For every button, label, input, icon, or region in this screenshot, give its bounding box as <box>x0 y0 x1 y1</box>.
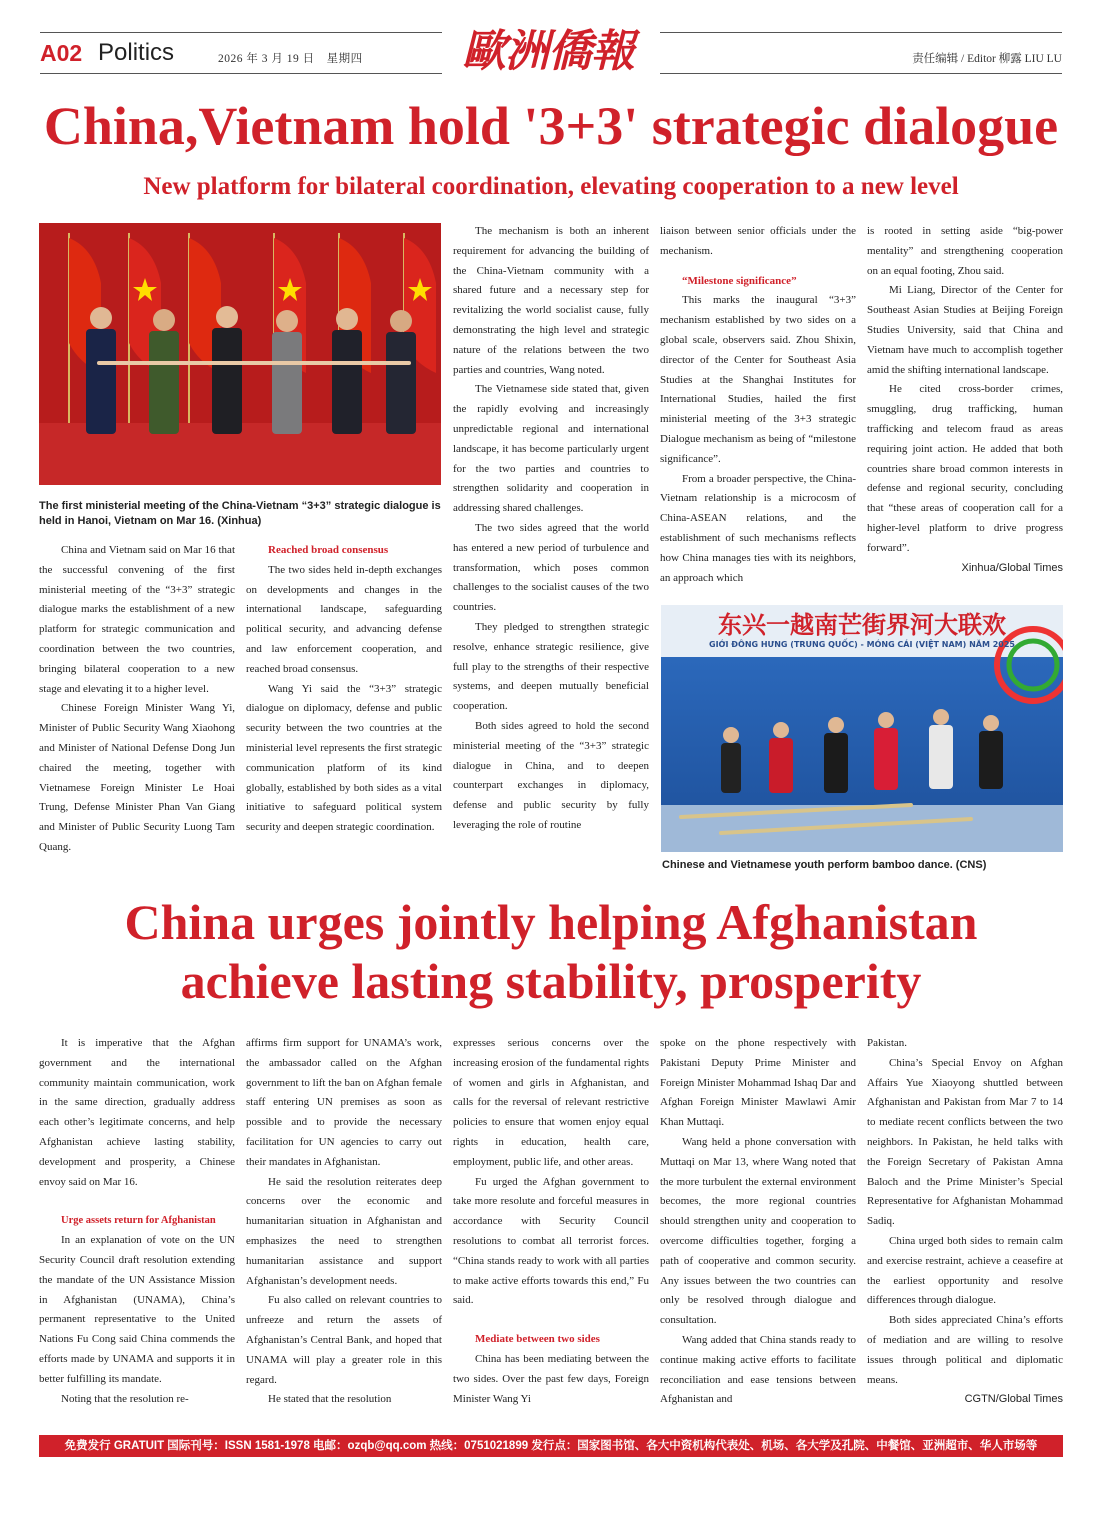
article2-col1-para-2: In an explanation of vote on the UN Security Council draft resolution extending the mandate of the UN Assistance Mission in Afghanistan (UNAMA), China’s permanent representative to the United Nations Fu Cong said China commends the efforts made by UNAMA and supports it in better fulfilling its mandate. <box>39 1234 235 1385</box>
article1-column-3 <box>453 222 649 836</box>
article1-col2-para-1: The two sides held in-depth exchanges on developments and changes in the international landscape, safeguarding political security, and advancing defense and law enforcement cooperation, and reached broad consensus. <box>246 563 442 675</box>
article2-headline <box>0 893 1102 1011</box>
article2-col1-para-1: It is imperative that the Afghan government and the international community maintain communication, work in the same direction, gradually address each other’s legitimate concerns, and help Afghanistan achieve lasting stability, development and prosperity, a Chinese envoy said on Mar 16. <box>39 1037 235 1188</box>
article2-col1-para-3: Noting that the resolution re- <box>61 1392 189 1405</box>
article2-headline-line-2: achieve lasting stability, prosperity <box>180 953 922 1009</box>
article2-col5-para-1: China’s Special Envoy on Afghan Affairs Yue Xiaoyong shuttled between Afghanistan and Pakistan from Mar 7 to 14 to mediate recent conflicts between the two neighbors. In Pakistan, he held talks with the Foreign Secretary of Pakistan Amna Baloch and the Prime Minister’s Special Representative for Afghanistan Mohammad Sadiq. <box>867 1056 1063 1228</box>
article2-col4-para-2: Wang added that China stands ready to continue making active efforts to facilitate reconciliation and ease tensions between Afghanistan and <box>660 1333 856 1406</box>
article1-col3-para-1: The mechanism is both an inherent requirement for advancing the building of the China-Vietnam community with a shared future and a necessary step for revitalizing the world socialist cause, fully demonstrating the high level and strategic nature of the relations between the two parties and countries, Wang noted. <box>453 225 649 376</box>
article2-column-4 <box>660 1034 856 1410</box>
article1-subhead-milestone: “Milestone significance” <box>682 274 797 287</box>
article1-col2-para-2: Wang Yi said the “3+3” strategic dialogue on diplomacy, defense and public security between the two countries at the ministerial level represents the first strategic communication platform of its kind globally, established by both sides as a vital initiative to safeguard political system security and deepen strategic coordination. <box>246 682 442 834</box>
article1-col3-para-5: Both sides agreed to hold the second ministerial meeting of the “3+3” strategic dialogue in China, and to deepen counterpart exchanges in diplomacy, defense and public security by fully leveraging the role of routine <box>453 719 649 831</box>
article1-col3-para-3: The two sides agreed that the world has entered a new period of turbulence and transformation, which poses common challenges to the socialist causes of the two countries. <box>453 521 649 614</box>
photo2-banner-subtitle: GIỚI ĐÔNG HƯNG (TRUNG QUỐC) - MÓNG CÁI (VIỆT NAM) NĂM 2025 <box>709 640 1015 649</box>
article2-col3-continuation: expresses serious concerns over the increasing erosion of the fundamental rights of women and girls in Afghanistan, and calls for the reversal of relevant restrictive policies to ensure that women enjoy equal rights in education, health care, employment, public life, and other areas. <box>453 1037 649 1168</box>
article1-col4-continuation: liaison between senior officials under the mechanism. <box>660 225 856 257</box>
article2-col2-para-1: He said the resolution reiterates deep concerns over the economic and humanitarian situation in Afghanistan and emphasizes the need to strengthen humanitarian assistance and support Afghanistan’s development needs. <box>246 1175 442 1287</box>
article2-col3-para-1: Fu urged the Afghan government to take more resolute and forceful measures in accordance with Security Council resolutions to combat all terrorist forces. “China stands ready to work with all parties to make active efforts towards this end,” Fu said. <box>453 1175 649 1307</box>
article1-column-4 <box>660 222 856 588</box>
article2-col5-continuation: Pakistan. <box>867 1037 908 1049</box>
footer-banner: 免费发行 GRATUIT 国际刊号：ISSN 1581-1978 电邮：ozqb@qq.com 热线：0751021899 发行点：国家图书馆、各大中资机构代表处、机场、各大学及孔院、中餐馆、亚洲超市、华人市场等 <box>39 1435 1063 1457</box>
article1-column-2 <box>246 541 442 838</box>
header-rule-bottom-left <box>40 73 442 74</box>
header-rule-top-right <box>660 32 1062 33</box>
article1-col4-para-1: This marks the inaugural “3+3” mechanism established by two sides on a global scale, observers said. Zhou Shixin, director of the Center for Southeast Asia Studies at the Shanghai Institutes for International Studies, hailed the first ministerial meeting of the 3+3 strategic Dialogue mechanism as being of “milestone significance”. <box>660 294 856 465</box>
article1-col5-continuation: is rooted in setting aside “big-power mentality” and strengthening cooperation on an equal footing, Zhou said. <box>867 225 1063 277</box>
header-rule-top-left <box>40 32 442 33</box>
article1-col3-para-2: The Vietnamese side stated that, given the rapidly evolving and increasingly unpredictable regional and international landscape, it has become particularly urgent for the two parties and countries to strengthen solidarity and cooperation in addressing shared challenges. <box>453 383 649 515</box>
article1-col3-para-4: They pledged to strengthen strategic resolve, enhance strategic resilience, give full play to the strengths of their respective systems, and deepen mutually beneficial cooperation. <box>453 620 649 713</box>
article2-col5-para-3: Both sides appreciated China’s efforts of mediation and are willing to resolve issues through political and diplomatic means. <box>867 1314 1063 1386</box>
article1-photo-caption: The first ministerial meeting of the China-Vietnam “3+3” strategic dialogue is held in Hanoi, Vietnam on Mar 16. (Xinhua) <box>39 500 441 527</box>
issue-date: 2026 年 3 月 19 日 星期四 <box>218 53 363 65</box>
article2-col4-continuation: spoke on the phone respectively with Pakistani Deputy Prime Minister and Foreign Minister Mohammad Ishaq Dar and Afghan Foreign Minister Mawlawi Amir Khan Muttaqi. <box>660 1037 856 1129</box>
article2-column-3 <box>453 1034 649 1409</box>
article2-col2-continuation: affirms firm support for UNAMA’s work, the ambassador called on the Afghan government to lift the ban on Afghan female staff entering UN premises as soon as possible and to provide the necessary facilitation for UN agencies to carry out their mandates in Afghanistan. <box>246 1037 442 1168</box>
photo2-banner-title: 东兴一越南芒街界河大联欢 <box>718 611 1006 639</box>
article2-subhead-mediate: Mediate between two sides <box>475 1333 600 1346</box>
article1-col4-para-2: From a broader perspective, the China-Vietnam relationship is a microcosm of China-ASEAN relations, and the establishment of such mechanisms reflects how China manages ties with its neighbors, an approach which <box>660 472 856 584</box>
article2-subhead-assets: Urge assets return for Afghanistan <box>61 1215 216 1227</box>
article2-credit: CGTN/Global Times <box>964 1393 1063 1406</box>
article2-col3-para-2: China has been mediating between the two sides. Over the past few days, Foreign Minister Wang Yi <box>453 1352 649 1405</box>
article2-col4-para-1: Wang held a phone conversation with Muttaqi on Mar 13, where Wang noted that the more turbulent the external environment becomes, the more regional countries should strengthen unity and cooperation to overcome difficulties together, forging a path of cooperative and common security. Any issues between the two countries can only be resolved through dialogue and consultation. <box>660 1135 856 1327</box>
article1-photo-ministers <box>39 223 441 485</box>
masthead-title: 歐洲僑報 <box>462 26 634 77</box>
article1-subheadline: New platform for bilateral coordination, elevating cooperation to a new level <box>143 173 959 200</box>
article1-col5-para-1: Mi Liang, Director of the Center for Southeast Asian Studies at Beijing Foreign Studies University, said that China and Vietnam have much to accomplish together amid the shifting international landscape. <box>867 284 1063 376</box>
article2-column-2 <box>246 1034 442 1410</box>
article1-column-1 <box>39 541 235 858</box>
article1-credit: Xinhua/Global Times <box>961 561 1063 574</box>
editor-credit: 责任编辑 / Editor 柳露 LIU LU <box>912 53 1062 65</box>
article1-photo2-caption: Chinese and Vietnamese youth perform bamboo dance. (CNS) <box>662 859 987 871</box>
article2-column-1 <box>39 1034 235 1409</box>
article1-photo-bamboo-dance <box>661 605 1063 852</box>
article2-col5-para-2: China urged both sides to remain calm and exercise restraint, achieve a ceasefire at the earliest opportunity and resolve differences through dialogue. <box>867 1234 1063 1307</box>
section-code: A02 <box>40 40 83 66</box>
article1-col5-para-2: He cited cross-border crimes, smuggling, drug trafficking, human trafficking and telecom fraud as areas requiring joint action. He added that both countries share broad common interests in defense and regional security, concluding that “these areas of cooperation call for a higher-level platform to drive progress forward”. <box>867 383 1063 554</box>
article2-column-5 <box>867 1034 1063 1410</box>
article1-subhead-consensus: Reached broad consensus <box>268 544 389 556</box>
article2-headline-line-1: China urges jointly helping Afghanistan <box>124 894 978 950</box>
article1-column-5 <box>867 222 1063 578</box>
article2-col2-para-3: He stated that the resolution <box>268 1393 392 1406</box>
article2-col2-para-2: Fu also called on relevant countries to unfreeze and return the assets of Afghanistan’s Central Bank, and hoped that UNAMA will play a greater role in this regard. <box>246 1294 442 1386</box>
section-name: Politics <box>98 39 175 66</box>
article1-col1-para-1: China and Vietnam said on Mar 16 that the successful convening of the first ministerial meeting of the “3+3” strategic dialogue marks the establishment of a new platform for strategic communication and coordination between the two countries, bringing bilateral cooperation to a new stage and elevating it to a higher level. <box>39 544 235 695</box>
article1-col1-para-2: Chinese Foreign Minister Wang Yi, Minister of Public Security Wang Xiaohong and Minister of National Defense Dong Jun chaired the meeting, together with Vietnamese Foreign Minister Le Hoai Trung, Defense Minister Phan Van Giang and Minister of Public Security Luong Tam Quang. <box>39 702 235 853</box>
header-rule-bottom-right <box>660 73 1062 74</box>
article1-headline: China,Vietnam hold '3+3' strategic dialogue <box>43 96 1059 156</box>
masthead-logo <box>462 20 640 84</box>
ministers-illustration <box>39 223 441 485</box>
